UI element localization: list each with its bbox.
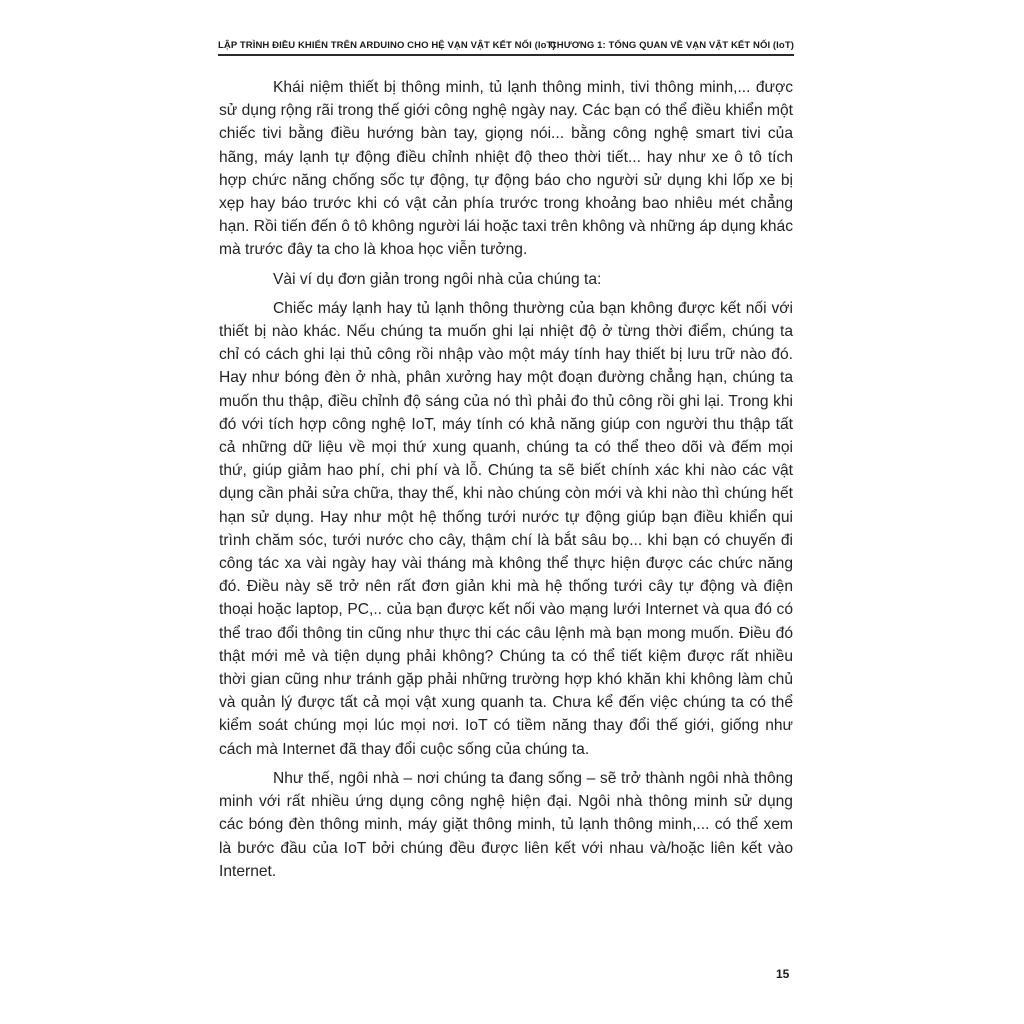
paragraph: Như thế, ngôi nhà – nơi chúng ta đang sống – sẽ trở thành ngôi nhà thông minh với rất nhiều ứng dụng công nghệ hiện đại. Ngôi nhà thông minh sử dụng các bóng đèn thông minh, máy giặt thông minh, tủ lạnh thông minh,... có thể xem là bước đầu của IoT bởi chúng đều được liên kết với nhau và/hoặc liên kết vào Internet.: [219, 769, 793, 880]
header-book-title: LẬP TRÌNH ĐIỀU KHIỂN TRÊN ARDUINO CHO HỆ VẠN VẬT KẾT NỐI (IoT): [218, 40, 556, 51]
body-text: [219, 76, 793, 889]
paragraph: Vài ví dụ đơn giản trong ngôi nhà của chúng ta:: [273, 270, 602, 288]
page-number: 15: [776, 967, 790, 981]
paragraph: Khái niệm thiết bị thông minh, tủ lạnh thông minh, tivi thông minh,... được sử dụng rộng rãi trong thế giới công nghệ ngày nay. Các bạn có thể điều khiển một chiếc tivi bằng điều hướng bàn tay, giọng nói... bằng công nghệ smart tivi của hãng, máy lạnh tự động điều chỉnh nhiệt độ theo thời tiết... hay như xe ô tô tích hợp chức năng chống sốc tự động, tự động báo cho người sử dụng khi lốp xe bị xẹp hay báo trước khi có vật cản phía trước trong khoảng bao nhiêu mét chẳng hạn. Rồi tiến đến ô tô không người lái hoặc taxi trên không và những áp dụng khác mà trước đây ta cho là khoa học viễn tưởng.: [219, 79, 793, 259]
running-header: [218, 36, 794, 56]
paragraph: Chiếc máy lạnh hay tủ lạnh thông thường của bạn không được kết nối với thiết bị nào khác. Nếu chúng ta muốn ghi lại nhiệt độ ở từng thời điểm, chúng ta chỉ có cách ghi lại thủ công rồi nhập vào một máy tính hay thiết bị lưu trữ nào đó. Hay như bóng đèn ở nhà, phân xưởng hay một đoạn đường chẳng hạn, chúng ta muốn thu thập, điều chỉnh độ sáng của nó thì phải đo thủ công rồi ghi lại. Trong khi đó với tích hợp công nghệ IoT, máy tính có khả năng giúp con người thu thập tất cả những dữ liệu về mọi thứ xung quanh, chúng ta có thể theo dõi và đếm mọi thứ, giúp giảm hao phí, chi phí và lỗ. Chúng ta sẽ biết chính xác khi nào các vật dụng cần phải sửa chữa, thay thế, khi nào chúng còn mới và khi nào thì chúng hết hạn sử dụng. Hay như một hệ thống tưới nước tự động giúp bạn điều khiển qui trình chăm sóc, tưới nước cho cây, thậm chí là bắt sâu bọ... khi bạn có chuyến đi công tác xa vài ngày hay vài tháng mà không thể thực hiện được các chức năng đó. Điều này sẽ trở nên rất đơn giản khi mà hệ thống tưới cây tự động và điện thoại hoặc laptop, PC,.. của bạn được kết nối vào mạng lưới Internet và qua đó có thể trao đổi thông tin cũng như thực thi các câu lệnh mà bạn mong muốn. Điều đó thật mới mẻ và tiện dụng phải không? Chúng ta có thể tiết kiệm được rất nhiều thời gian cũng như tránh gặp phải những trường hợp khó khăn khi không làm chủ và quản lý được tất cả mọi vật xung quanh ta. Chưa kể đến việc chúng ta có thể kiểm soát chúng mọi lúc mọi nơi. IoT có tiềm năng thay đổi thế giới, giống như cách mà Internet đã thay đổi cuộc sống của chúng ta.: [219, 299, 793, 758]
header-chapter-title: CHƯƠNG 1: TỔNG QUAN VỀ VẠN VẬT KẾT NỐI (IoT): [549, 40, 794, 51]
